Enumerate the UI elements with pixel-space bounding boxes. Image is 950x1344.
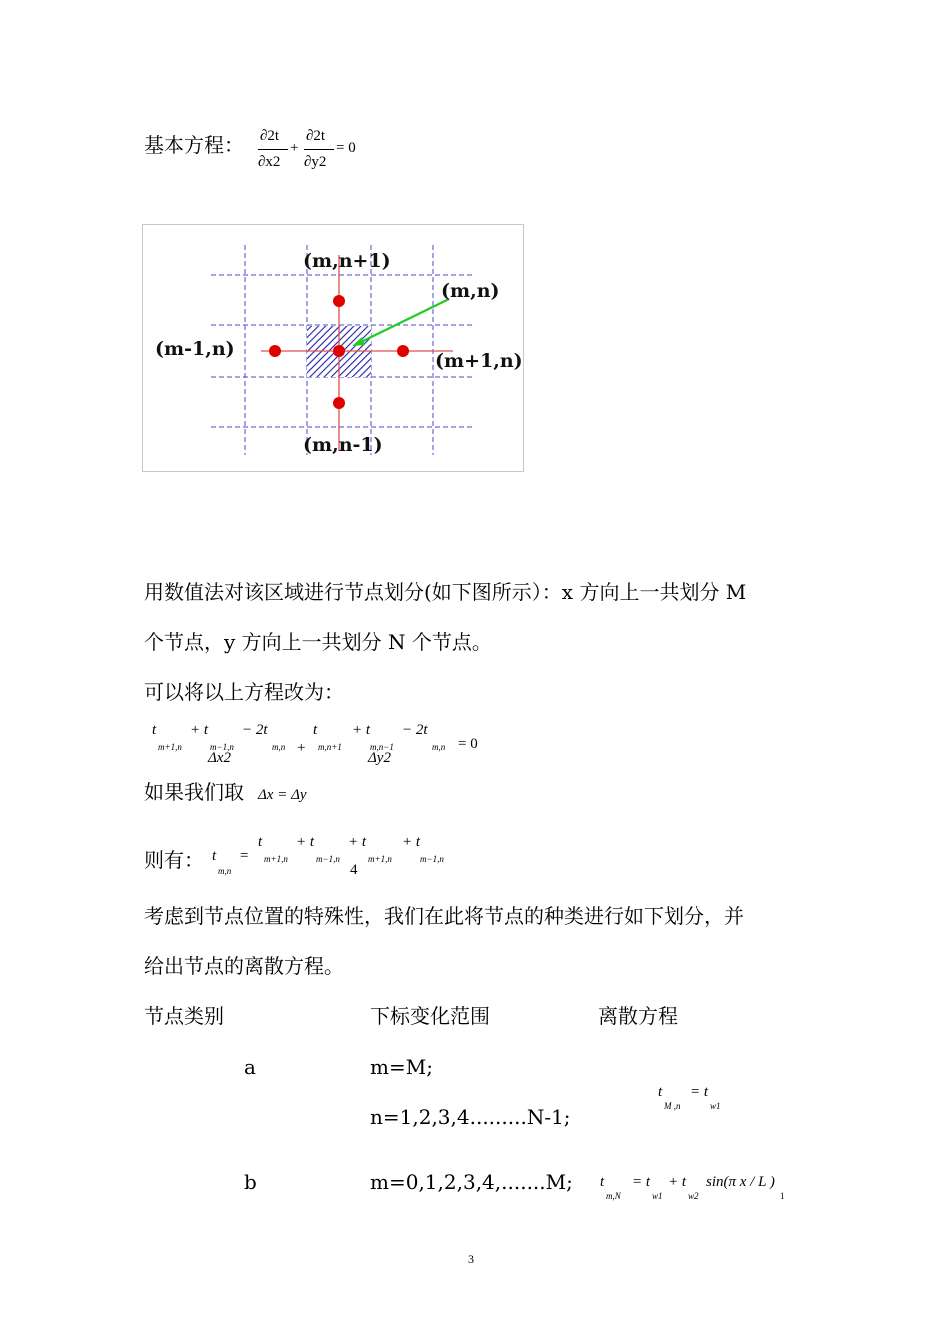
table-row-equation xyxy=(598,1172,808,1206)
eq-subscript: 1 xyxy=(780,1191,785,1201)
basic-eq-plus: + xyxy=(290,140,299,156)
node-center xyxy=(333,345,345,357)
label-top-node: (m,n+1) xyxy=(303,250,391,272)
eq-term: sin(π x / L ) xyxy=(706,1174,775,1190)
node-average-equation xyxy=(208,832,468,882)
basic-eq-numerator-1: ∂2t xyxy=(260,128,280,144)
eq-subscript: m,n xyxy=(272,742,286,752)
eq-denominator: Δx2 xyxy=(208,750,231,766)
eq-subscript: m+1,n xyxy=(264,854,288,864)
eq-term: + t xyxy=(402,834,421,850)
paragraph-line: 用数值法对该区域进行节点划分(如下图所示）：x 方向上一共划分 M xyxy=(144,580,747,604)
eq-subscript: m,n xyxy=(432,742,446,752)
equation-intro: 则有： xyxy=(144,848,204,872)
paragraph-line: 给出节点的离散方程。 xyxy=(144,954,344,978)
label-center-node: (m,n) xyxy=(441,280,500,302)
eq-subscript: m−1,n xyxy=(316,854,340,864)
eq-denominator: Δy2 xyxy=(368,750,391,766)
page-number: 3 xyxy=(468,1252,474,1266)
label-bottom-node: (m,n-1) xyxy=(303,434,383,456)
eq-plus: + xyxy=(297,740,306,756)
equation-intro: 如果我们取 xyxy=(144,780,244,804)
eq-term: = t xyxy=(632,1174,651,1190)
eq-subscript: w1 xyxy=(652,1191,663,1201)
node-bottom xyxy=(333,397,345,409)
paragraph-line: 个节点，y 方向上一共划分 N 个节点。 xyxy=(144,630,492,654)
table-header-range: 下标变化范围 xyxy=(370,1004,490,1028)
basic-eq-rhs: = 0 xyxy=(336,140,356,156)
eq-term: = t xyxy=(690,1084,709,1100)
basic-eq-denominator-1: ∂x2 xyxy=(258,154,281,170)
table-row-category: b xyxy=(244,1170,257,1194)
eq-rhs: = 0 xyxy=(458,736,478,752)
table-row-range: m=M; xyxy=(370,1055,433,1079)
equation-intro: 可以将以上方程改为： xyxy=(144,680,344,704)
eq-term: t xyxy=(313,722,318,738)
label-left-node: (m-1,n) xyxy=(155,338,235,360)
eq-term: + t xyxy=(348,834,367,850)
table-row-range: m=0,1,2,3,4,.......M; xyxy=(370,1170,573,1194)
eq-term: t xyxy=(212,848,217,864)
eq-term: + t xyxy=(190,722,209,738)
eq-subscript: m−1,n xyxy=(210,742,234,752)
table-header-category: 节点类别 xyxy=(144,1004,224,1028)
grid-stencil-figure xyxy=(142,224,524,472)
eq-term: t xyxy=(600,1174,605,1190)
eq-subscript: m+1,n xyxy=(158,742,182,752)
eq-denominator: 4 xyxy=(350,862,358,878)
eq-subscript: m,n−1 xyxy=(370,742,394,752)
table-row-equation xyxy=(656,1082,736,1116)
fraction-bar xyxy=(304,149,334,150)
eq-term: − 2t xyxy=(402,722,428,738)
eq-term: + t xyxy=(296,834,315,850)
eq-subscript: m,N xyxy=(606,1191,621,1201)
eq-subscript: m,n xyxy=(218,866,232,876)
eq-term: t xyxy=(658,1084,663,1100)
basic-equation xyxy=(258,128,378,178)
eq-term: − 2t xyxy=(242,722,268,738)
eq-term: t xyxy=(258,834,263,850)
node-top xyxy=(333,295,345,307)
basic-eq-numerator-2: ∂2t xyxy=(306,128,326,144)
eq-subscript: w2 xyxy=(688,1191,699,1201)
table-row-range: n=1,2,3,4.........N-1; xyxy=(370,1105,571,1129)
paragraph-line: 考虑到节点位置的特殊性，我们在此将节点的种类进行如下划分，并 xyxy=(144,904,744,928)
arrow-line xyxy=(359,299,449,343)
finite-difference-equation xyxy=(150,720,510,772)
table-header-equation: 离散方程 xyxy=(598,1004,678,1028)
eq-subscript: M ,n xyxy=(664,1101,681,1111)
eq-subscript: m+1,n xyxy=(368,854,392,864)
fraction-bar xyxy=(258,149,288,150)
table-row-category: a xyxy=(244,1055,256,1079)
eq-term: t xyxy=(152,722,157,738)
eq-equals: = xyxy=(240,848,249,864)
basic-equation-label: 基本方程： xyxy=(144,133,244,157)
node-left xyxy=(269,345,281,357)
basic-eq-denominator-2: ∂y2 xyxy=(304,154,327,170)
delta-equality: Δx = Δy xyxy=(258,787,307,803)
label-right-node: (m+1,n) xyxy=(435,350,523,372)
node-right xyxy=(397,345,409,357)
eq-subscript: m−1,n xyxy=(420,854,444,864)
eq-subscript: m,n+1 xyxy=(318,742,342,752)
stencil-diagram xyxy=(143,225,523,471)
eq-subscript: w1 xyxy=(710,1101,721,1111)
eq-term: + t xyxy=(352,722,371,738)
eq-term: + t xyxy=(668,1174,687,1190)
